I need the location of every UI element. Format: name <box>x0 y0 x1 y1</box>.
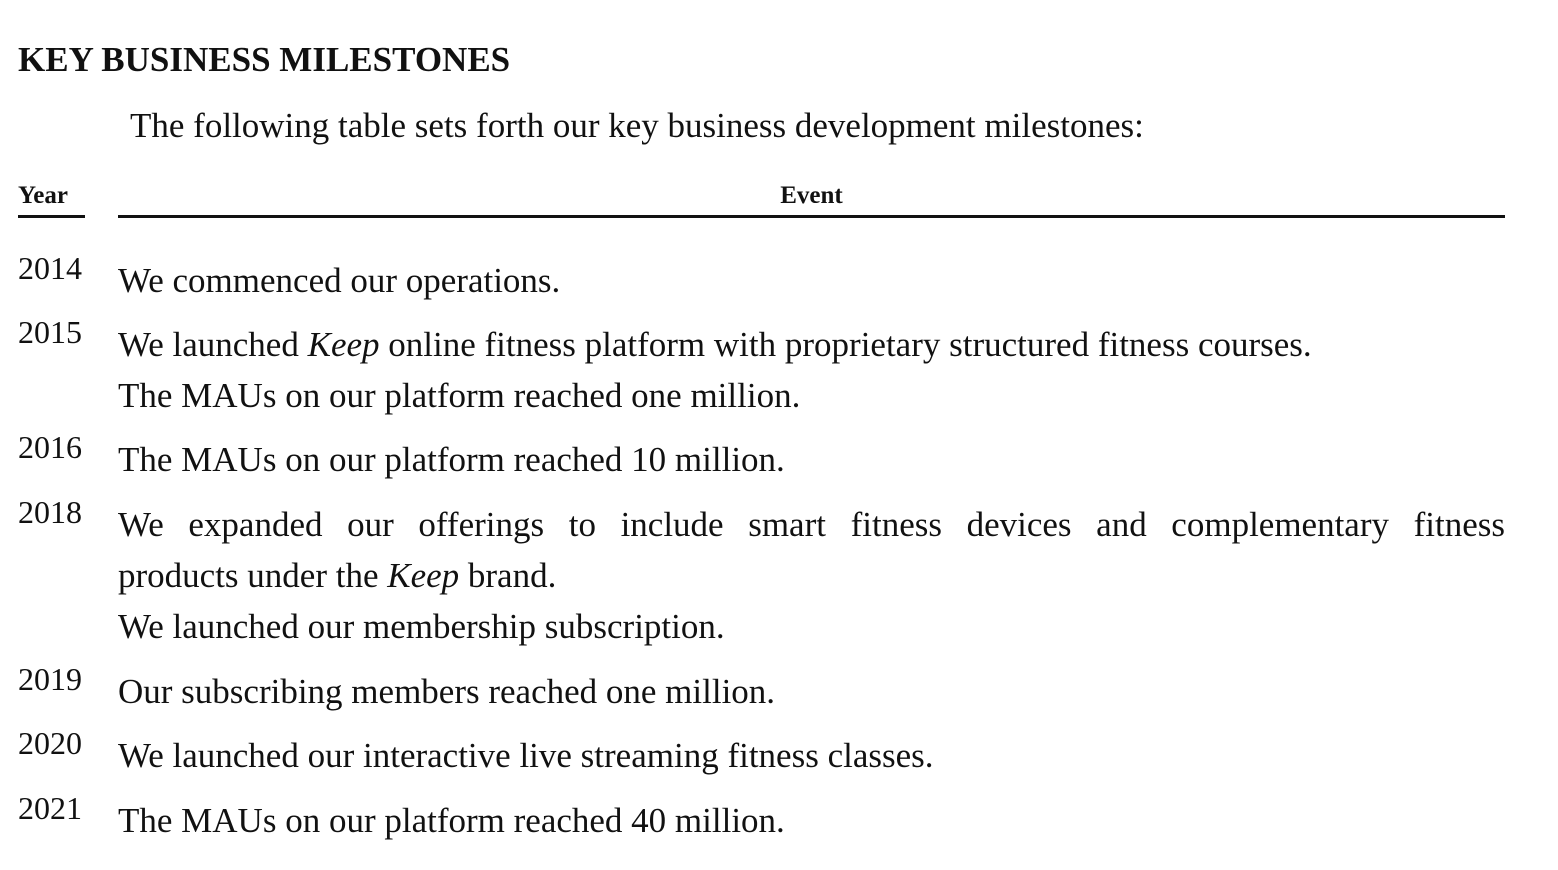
brand-name: Keep <box>307 325 380 364</box>
column-header-event: Event <box>118 182 1505 218</box>
event-text: brand. <box>459 556 557 595</box>
section-heading: KEY BUSINESS MILESTONES <box>18 40 511 79</box>
row-year: 2019 <box>18 661 82 697</box>
event-line: We commenced our operations. <box>118 261 561 300</box>
brand-name: Keep <box>387 556 460 595</box>
row-year: 2021 <box>18 790 82 826</box>
row-year: 2020 <box>18 725 82 761</box>
event-line: We expanded our offerings to include smart fitness devices and complementary fitness <box>118 505 1505 544</box>
intro-paragraph: The following table sets forth our key business development milestones: <box>130 106 1144 145</box>
event-line: The MAUs on our platform reached 40 million. <box>118 801 785 840</box>
event-line: We launched our interactive live streaming fitness classes. <box>118 736 934 775</box>
row-event <box>118 795 1505 846</box>
event-text: online fitness platform with proprietary structured fitness courses. <box>379 325 1312 364</box>
event-text: We launched <box>118 325 308 364</box>
event-line <box>118 550 1505 601</box>
row-event <box>118 730 1505 781</box>
row-year: 2016 <box>18 429 82 465</box>
event-line: Our subscribing members reached one million. <box>118 672 776 711</box>
row-event <box>118 666 1505 717</box>
row-event <box>118 499 1505 652</box>
row-year: 2015 <box>18 314 82 350</box>
row-event <box>118 434 1505 485</box>
event-line <box>118 319 1505 370</box>
event-line: The MAUs on our platform reached one million. <box>118 376 801 415</box>
row-event <box>118 319 1505 421</box>
event-line: The MAUs on our platform reached 10 million. <box>118 440 785 479</box>
row-event <box>118 255 1505 306</box>
column-header-year: Year <box>18 182 85 218</box>
row-year: 2014 <box>18 250 82 286</box>
row-year: 2018 <box>18 494 82 530</box>
event-text: products under the <box>118 556 388 595</box>
event-line: We launched our membership subscription. <box>118 607 725 646</box>
